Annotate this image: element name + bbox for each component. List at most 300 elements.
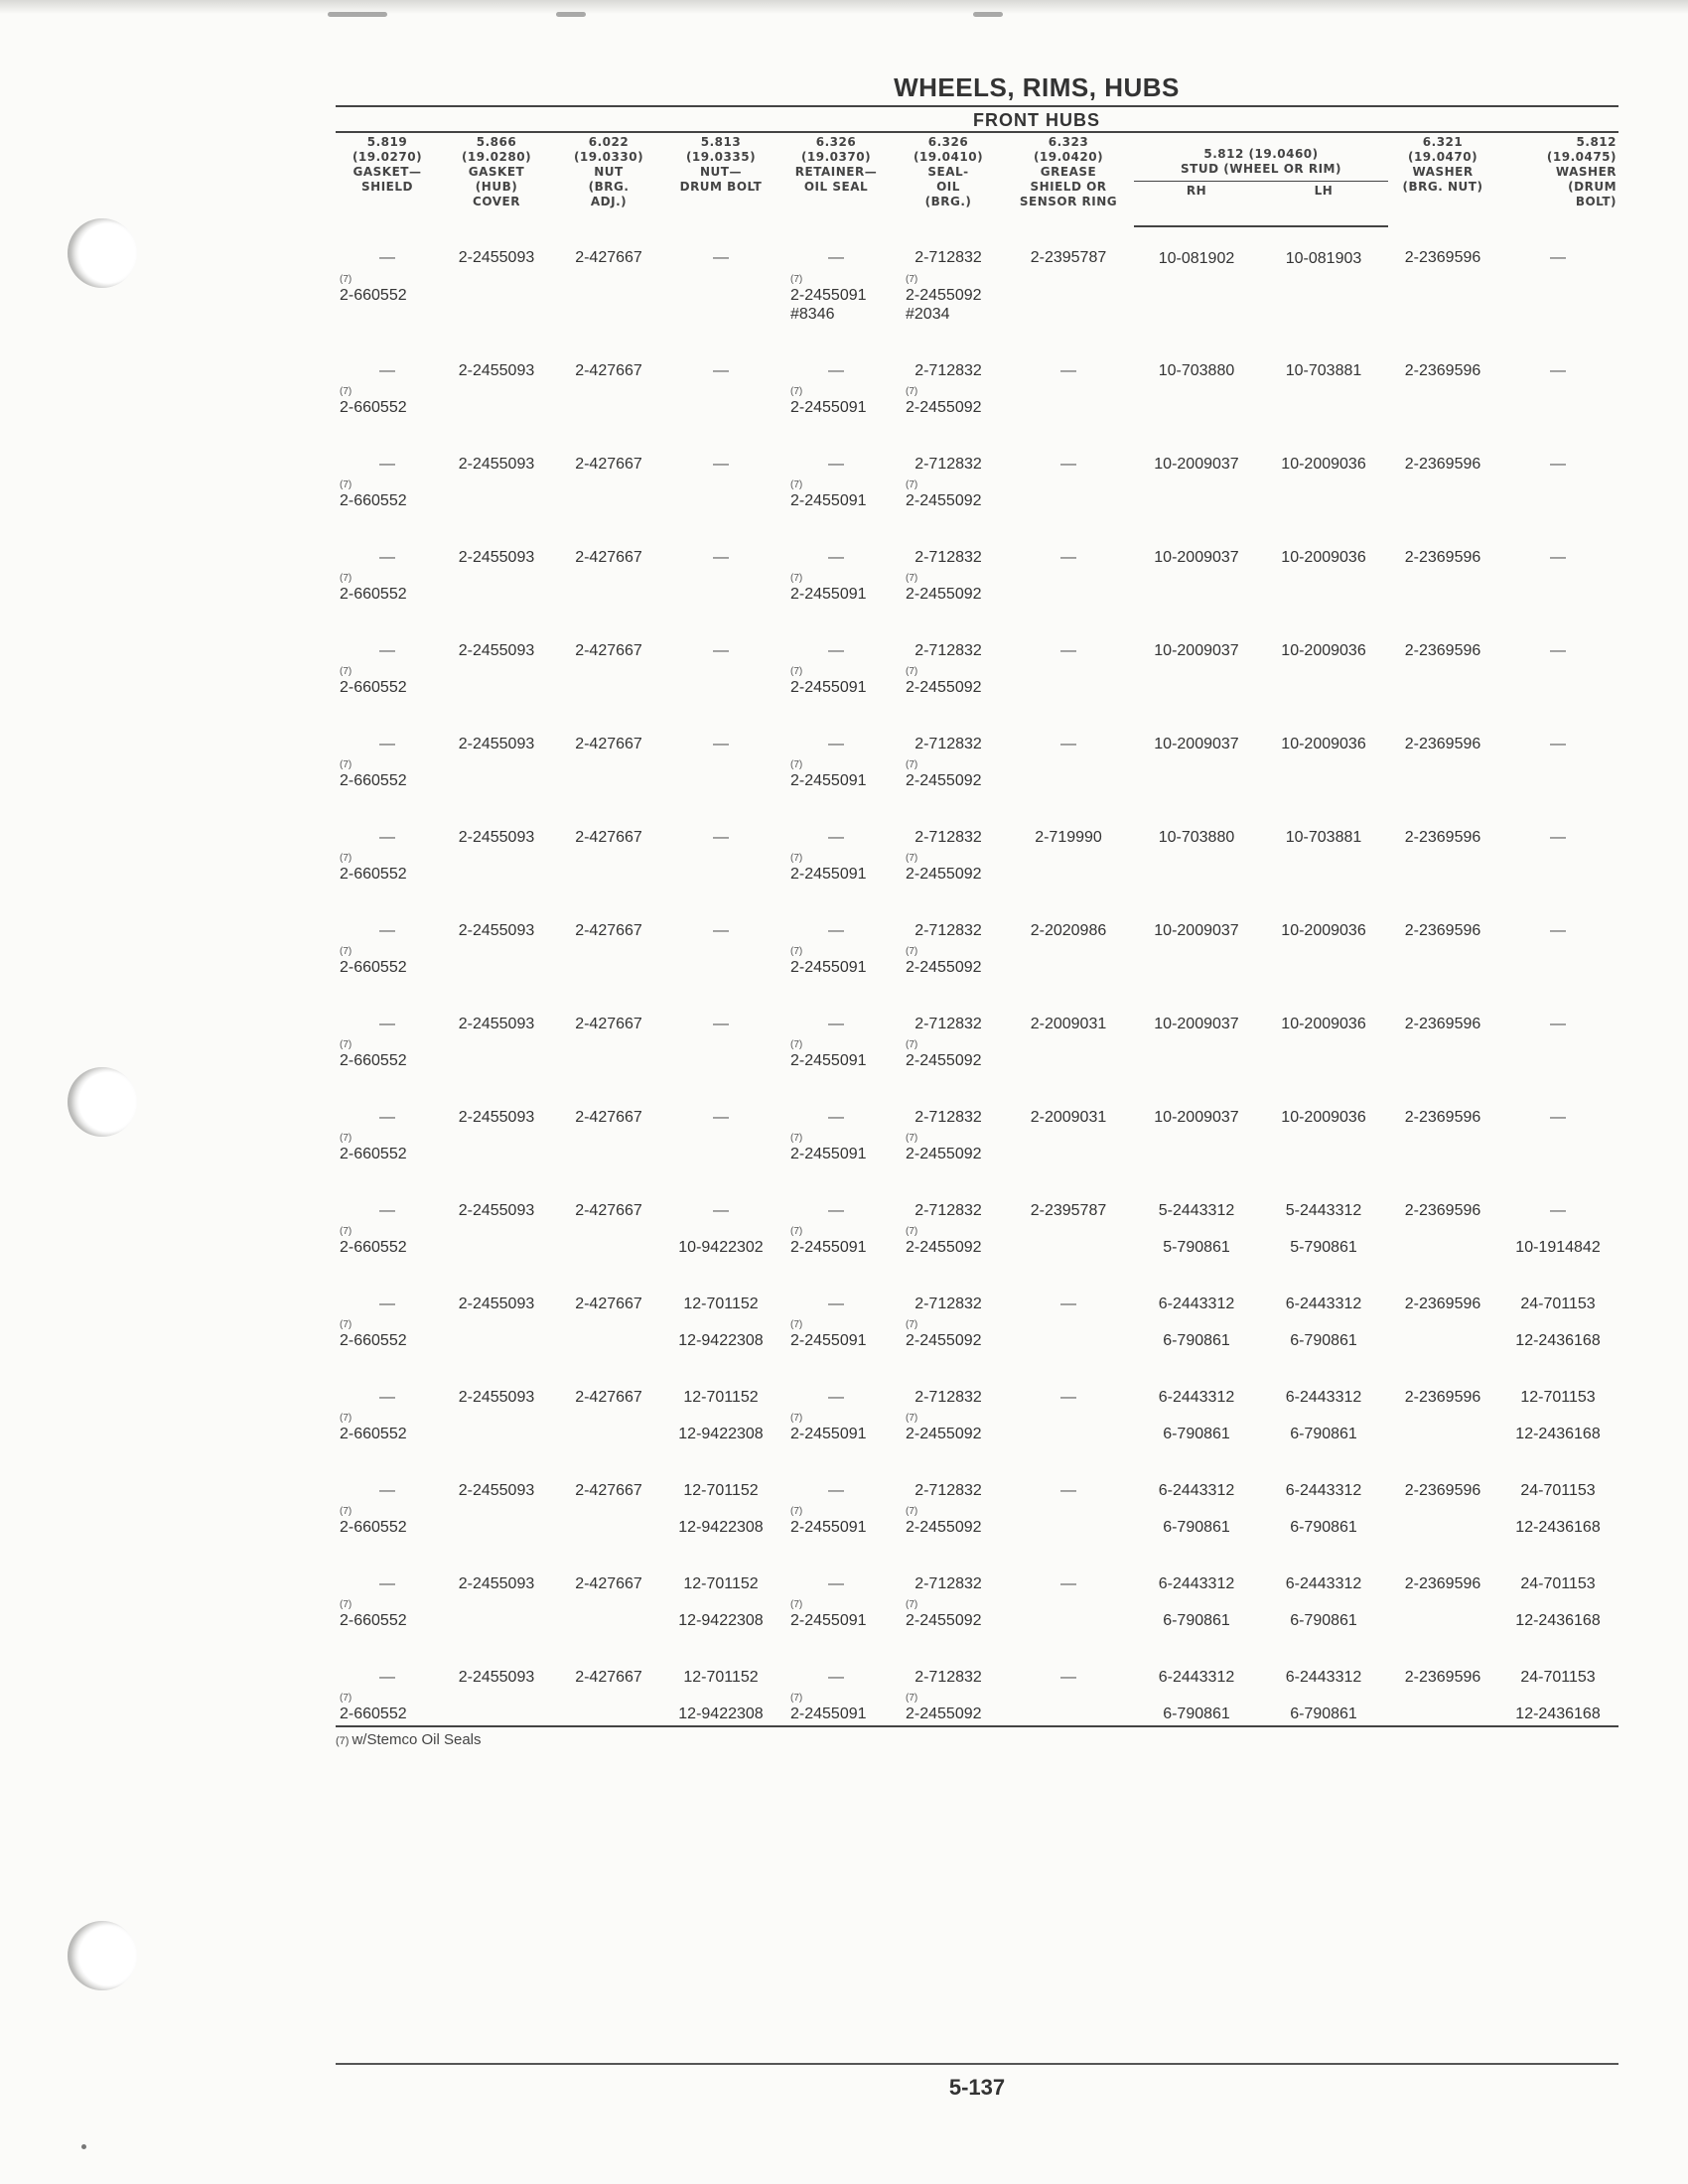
table-cell [663, 1500, 778, 1553]
table-cell: 2-2455093 [458, 736, 535, 752]
table-cell [554, 847, 663, 899]
footnote-reference: (7) [340, 573, 352, 584]
cell-value: 12-9422308 [678, 1332, 764, 1349]
table-cell [1388, 847, 1497, 899]
empty-dash: — [379, 456, 395, 473]
table-cell: 2-2009031 [1030, 1016, 1107, 1032]
table-row [336, 340, 1618, 380]
cell-value: 2-660552 [340, 1052, 407, 1069]
cell-value: 2-2455092 [906, 1426, 982, 1442]
footnote-reference: (7) [340, 479, 352, 490]
table-cell: 2-2020986 [1030, 922, 1107, 939]
column-header-line: 6.321 [1422, 135, 1464, 149]
table-cell [439, 380, 554, 433]
table-row-continuation [336, 1220, 1618, 1273]
table-cell [336, 1366, 439, 1407]
table-cell [894, 380, 1003, 433]
table-cell: 10-2009036 [1281, 456, 1366, 473]
empty-dash: — [1060, 1389, 1076, 1406]
cell-value: 2-2455092 [906, 492, 982, 509]
empty-dash: — [828, 1482, 844, 1499]
table-cell [663, 806, 778, 847]
table-cell [663, 1033, 778, 1086]
table-cell [1003, 713, 1134, 753]
table-row [336, 526, 1618, 567]
table-cell [1497, 226, 1618, 268]
table-cell: 10-703880 [1158, 362, 1235, 379]
empty-dash: — [828, 549, 844, 566]
table-cell [336, 1086, 439, 1127]
table-cell [336, 1593, 439, 1646]
footnote-reference: (7) [340, 1693, 352, 1704]
column-header-line: COVER [473, 195, 520, 208]
table-cell [1259, 1593, 1388, 1646]
footnote-reference: (7) [340, 1319, 352, 1330]
footnote-reference: (7) [340, 1599, 352, 1610]
column-header-line: 5.812 [1576, 135, 1618, 149]
table-cell [1497, 1313, 1618, 1366]
table-row-continuation [336, 753, 1618, 806]
cell-value: 2-660552 [340, 1239, 407, 1256]
empty-dash: — [1060, 1575, 1076, 1592]
table-cell [1134, 380, 1259, 433]
table-cell [1259, 1127, 1388, 1179]
empty-dash: — [828, 922, 844, 939]
table-cell: 2-2369596 [1404, 1016, 1481, 1032]
table-cell [663, 660, 778, 713]
table-cell: 2-2369596 [1404, 549, 1481, 566]
table-cell [894, 1500, 1003, 1553]
column-header-line: OIL SEAL [803, 180, 869, 194]
table-cell [1134, 567, 1259, 619]
cell-value: 6-790861 [1290, 1332, 1357, 1349]
table-cell [336, 940, 439, 993]
table-cell [778, 1273, 894, 1313]
table-cell: 2-2369596 [1404, 736, 1481, 752]
table-cell: 2-427667 [575, 456, 642, 473]
column-header-line: (19.0280) [461, 150, 532, 164]
table-cell [1388, 1687, 1497, 1726]
table-row-continuation [336, 1313, 1618, 1366]
column-header-line: (19.0330) [573, 150, 644, 164]
table-cell [336, 433, 439, 474]
table-cell: 2-427667 [575, 922, 642, 939]
table-cell [1134, 1127, 1259, 1179]
table-row-continuation [336, 1407, 1618, 1459]
footnote-reference: (7) [340, 946, 352, 957]
table-row [336, 619, 1618, 660]
empty-dash: — [828, 1202, 844, 1219]
table-cell [1388, 380, 1497, 433]
table-cell [554, 268, 663, 340]
column-header-0 [336, 132, 439, 226]
footnote-reference: (7) [340, 386, 352, 397]
footnote-reference: (7) [340, 759, 352, 770]
empty-dash: — [1550, 829, 1567, 846]
cell-value: 2-660552 [340, 959, 407, 976]
table-cell [778, 940, 894, 993]
table-cell [1003, 1220, 1134, 1273]
cell-value: 12-2436168 [1515, 1706, 1601, 1722]
table-cell [439, 1500, 554, 1553]
table-cell [1259, 1313, 1388, 1366]
empty-dash: — [379, 1575, 395, 1592]
empty-dash: — [1060, 1296, 1076, 1312]
table-cell [336, 340, 439, 380]
table-cell: 6-2443312 [1158, 1389, 1235, 1406]
table-row [336, 226, 1618, 268]
column-header-line: NUT [594, 165, 624, 179]
table-cell [1003, 847, 1134, 899]
empty-dash: — [1550, 549, 1567, 566]
cell-value: 6-790861 [1163, 1426, 1230, 1442]
column-header-6 [1003, 132, 1134, 226]
table-cell [336, 1646, 439, 1687]
table-cell [554, 1407, 663, 1459]
table-cell: 5-2443312 [1285, 1202, 1362, 1219]
footnote-reference: (7) [906, 386, 918, 397]
empty-dash: — [379, 1389, 395, 1406]
table-cell: 12-701152 [683, 1389, 759, 1406]
table-cell: 2-427667 [575, 1389, 642, 1406]
column-header-line: (19.0420) [1033, 150, 1104, 164]
table-cell [1388, 940, 1497, 993]
table-cell [1134, 847, 1259, 899]
column-header-line: (BRG.) [924, 195, 972, 208]
table-cell: 2-712832 [914, 1389, 982, 1406]
footnote [336, 1731, 1618, 1748]
table-cell [663, 899, 778, 940]
table-cell [663, 1220, 778, 1273]
column-header-line: 5.813 [700, 135, 742, 149]
empty-dash: — [379, 1109, 395, 1126]
table-cell: 2-2369596 [1404, 1669, 1481, 1686]
table-cell: 2-2455093 [458, 456, 535, 473]
table-cell [894, 1407, 1003, 1459]
table-cell [1134, 1500, 1259, 1553]
table-cell: 6-2443312 [1158, 1482, 1235, 1499]
table-cell [1497, 526, 1618, 567]
footnote-reference: (7) [906, 759, 918, 770]
table-cell [663, 1127, 778, 1179]
table-cell: 2-2455093 [458, 1482, 535, 1499]
cell-value: 2-2455092 [906, 959, 982, 976]
empty-dash: — [1550, 362, 1567, 379]
cell-value: 2-2455091 [790, 959, 867, 976]
table-cell [894, 753, 1003, 806]
table-row [336, 1459, 1618, 1500]
table-cell [1003, 567, 1134, 619]
cell-value: 6-790861 [1163, 1706, 1230, 1722]
table-cell [336, 567, 439, 619]
table-cell: 10-081903 [1285, 250, 1362, 267]
table-row [336, 433, 1618, 474]
table-cell: 2-2369596 [1404, 642, 1481, 659]
footnote-reference: (7) [906, 1319, 918, 1330]
table-cell: 10-703881 [1285, 362, 1362, 379]
table-cell [663, 847, 778, 899]
cell-value: 2-2455092 [906, 1612, 982, 1629]
table-cell [894, 1033, 1003, 1086]
table-cell [336, 1500, 439, 1553]
table-cell [778, 340, 894, 380]
empty-dash: — [379, 922, 395, 939]
table-cell [1003, 526, 1134, 567]
empty-dash: — [379, 1016, 395, 1032]
table-cell [336, 806, 439, 847]
table-cell [663, 567, 778, 619]
table-cell: 2-427667 [575, 249, 642, 266]
table-cell [894, 1127, 1003, 1179]
cell-note: #8346 [790, 306, 835, 323]
table-cell [663, 433, 778, 474]
table-cell [778, 380, 894, 433]
column-header-line: WASHER [1412, 165, 1474, 179]
table-cell [663, 713, 778, 753]
table-cell [1497, 753, 1618, 806]
table-cell [336, 1687, 439, 1726]
footnote-reference: (7) [906, 1133, 918, 1144]
empty-dash: — [379, 1669, 395, 1686]
table-cell: 2-712832 [914, 249, 982, 266]
empty-dash: — [828, 829, 844, 846]
table-cell [1003, 1646, 1134, 1687]
table-cell: 2-2455093 [458, 249, 535, 266]
table-row [336, 1646, 1618, 1687]
table-cell [336, 1553, 439, 1593]
cell-value: 2-2455092 [906, 1332, 982, 1349]
table-cell: 2-2369596 [1404, 1296, 1481, 1312]
table-cell [336, 268, 439, 340]
table-cell: 2-2455093 [458, 1296, 535, 1312]
cell-value: 6-790861 [1163, 1612, 1230, 1629]
table-cell [336, 753, 439, 806]
bottom-rule [336, 2063, 1618, 2065]
footnote-reference: (7) [340, 666, 352, 677]
table-cell [778, 806, 894, 847]
empty-dash: — [828, 456, 844, 473]
section-title: FRONT HUBS [973, 110, 1100, 130]
cell-value: 2-2455092 [906, 679, 982, 696]
table-cell [1134, 1687, 1259, 1726]
table-cell: 2-2455093 [458, 642, 535, 659]
table-cell [1497, 380, 1618, 433]
table-cell: 12-701152 [683, 1575, 759, 1592]
cell-value: 2-660552 [340, 586, 407, 603]
table-cell [778, 1593, 894, 1646]
table-cell [663, 526, 778, 567]
table-row-continuation [336, 1033, 1618, 1086]
table-cell [336, 1273, 439, 1313]
empty-dash: — [1550, 249, 1567, 266]
cell-value: 5-790861 [1163, 1239, 1230, 1256]
cell-value: 12-2436168 [1515, 1612, 1601, 1629]
table-cell: 2-712832 [914, 829, 982, 846]
table-cell: 6-2443312 [1285, 1575, 1362, 1592]
table-cell: 2-2369596 [1404, 829, 1481, 846]
table-cell: 2-2369596 [1404, 362, 1481, 379]
table-cell [663, 940, 778, 993]
table-cell [439, 268, 554, 340]
table-cell [1259, 1033, 1388, 1086]
cell-value: 2-2455091 [790, 1052, 867, 1069]
table-cell: 10-2009037 [1154, 736, 1239, 752]
footnote-text: w/Stemco Oil Seals [352, 1731, 482, 1748]
column-header-line: STUD (WHEEL OR RIM) [1181, 162, 1341, 176]
table-cell [1259, 753, 1388, 806]
table-cell: 10-2009036 [1281, 642, 1366, 659]
footnote-reference: (7) [906, 274, 918, 285]
table-cell [554, 1033, 663, 1086]
table-cell: 24-701153 [1520, 1296, 1596, 1312]
table-row [336, 806, 1618, 847]
table-cell [439, 1407, 554, 1459]
table-cell: 2-427667 [575, 829, 642, 846]
footnote-reference: (7) [906, 1413, 918, 1424]
column-header-line: OIL [936, 180, 960, 194]
table-cell [554, 940, 663, 993]
table-cell: 2-2369596 [1404, 456, 1481, 473]
table-cell [1497, 1500, 1618, 1553]
empty-dash: — [1550, 922, 1567, 939]
table-cell: 2-712832 [914, 922, 982, 939]
table-cell [1003, 1593, 1134, 1646]
table-row-continuation [336, 380, 1618, 433]
table-cell: 2-427667 [575, 549, 642, 566]
table-cell [894, 1313, 1003, 1366]
table-cell [1497, 1033, 1618, 1086]
table-cell [439, 940, 554, 993]
table-cell [663, 1313, 778, 1366]
cell-value: 2-660552 [340, 492, 407, 509]
table-cell [1497, 1179, 1618, 1220]
table-cell: 10-2009037 [1154, 456, 1239, 473]
table-cell [1003, 1273, 1134, 1313]
binder-hole-middle [68, 1067, 137, 1137]
table-cell [1497, 474, 1618, 526]
table-cell [554, 660, 663, 713]
binder-hole-bottom [68, 1921, 137, 1990]
table-cell: 2-712832 [914, 1202, 982, 1219]
table-cell: 10-081902 [1158, 250, 1235, 267]
empty-dash: — [1060, 362, 1076, 379]
table-row-continuation [336, 474, 1618, 526]
column-header-line: (HUB) [475, 180, 518, 194]
table-cell [554, 567, 663, 619]
footnote-reference: (7) [790, 479, 803, 490]
table-cell: 2-427667 [575, 1575, 642, 1592]
cell-value: 2-660552 [340, 866, 407, 883]
table-cell [1003, 753, 1134, 806]
table-cell [778, 993, 894, 1033]
table-cell: 6-2443312 [1285, 1296, 1362, 1312]
cell-value: 2-2455092 [906, 866, 982, 883]
footnote-reference: (7) [906, 1599, 918, 1610]
column-header-line: 6.022 [588, 135, 630, 149]
table-cell [1497, 268, 1618, 340]
empty-dash: — [379, 1296, 395, 1312]
table-cell [1003, 1366, 1134, 1407]
table-cell: 2-427667 [575, 1202, 642, 1219]
table-cell [1134, 1220, 1259, 1273]
footnote-reference: (7) [340, 1039, 352, 1050]
table-cell [554, 1500, 663, 1553]
table-cell [1134, 1593, 1259, 1646]
table-cell [1259, 567, 1388, 619]
table-cell [554, 753, 663, 806]
table-cell [554, 1220, 663, 1273]
column-header-lh: LH [1259, 182, 1388, 227]
empty-dash: — [1060, 1482, 1076, 1499]
empty-dash: — [828, 1109, 844, 1126]
table-cell: 10-2009037 [1154, 922, 1239, 939]
cell-value: 2-660552 [340, 287, 407, 304]
footnote-reference: (7) [340, 853, 352, 864]
empty-dash: — [379, 549, 395, 566]
table-cell [1134, 940, 1259, 993]
table-cell: 10-703881 [1285, 829, 1362, 846]
empty-dash: — [379, 362, 395, 379]
table-cell [778, 1086, 894, 1127]
empty-dash: — [1060, 736, 1076, 752]
column-header-line: 6.326 [815, 135, 857, 149]
empty-dash: — [1550, 1016, 1567, 1032]
table-cell [1259, 1500, 1388, 1553]
footnote-reference: (7) [906, 1506, 918, 1517]
column-header-line: (19.0370) [800, 150, 872, 164]
cell-value: 12-2436168 [1515, 1332, 1601, 1349]
column-header-line: NUT— [700, 165, 742, 179]
table-cell [778, 1220, 894, 1273]
table-row-continuation [336, 1593, 1618, 1646]
empty-dash: — [713, 1016, 729, 1032]
cell-value: 2-2455092 [906, 1146, 982, 1162]
table-cell [1388, 1593, 1497, 1646]
table-cell [336, 713, 439, 753]
table-cell [1497, 340, 1618, 380]
column-header-line: (19.0470) [1407, 150, 1478, 164]
column-header-line: (19.0475) [1546, 150, 1618, 164]
table-row-continuation [336, 567, 1618, 619]
table-cell: 2-2369596 [1404, 1389, 1481, 1406]
table-cell: 2-2455093 [458, 1016, 535, 1032]
page-content [336, 69, 1618, 1748]
cell-value: 6-790861 [1290, 1426, 1357, 1442]
table-cell [894, 567, 1003, 619]
table-cell [663, 340, 778, 380]
table-cell: 2-2455093 [458, 1202, 535, 1219]
column-header-line: WASHER [1555, 165, 1618, 179]
table-cell [336, 899, 439, 940]
footnote-reference: (7) [790, 1319, 803, 1330]
column-header-line: GASKET [468, 165, 525, 179]
column-header-line: DRUM BOLT [679, 180, 763, 194]
table-cell [663, 1687, 778, 1726]
table-cell [1003, 940, 1134, 993]
cell-value: 2-2455091 [790, 1239, 867, 1256]
table-cell [778, 660, 894, 713]
table-cell [439, 567, 554, 619]
column-header-line: RETAINER— [794, 165, 878, 179]
table-cell: 12-701153 [1520, 1389, 1596, 1406]
table-cell: 2-712832 [914, 362, 982, 379]
table-cell: 2-2009031 [1030, 1109, 1107, 1126]
footnote-reference: (7) [790, 1039, 803, 1050]
table-row-continuation [336, 940, 1618, 993]
cell-value: 12-2436168 [1515, 1519, 1601, 1536]
table-cell: 2-2369596 [1404, 1109, 1481, 1126]
table-cell [1497, 1593, 1618, 1646]
